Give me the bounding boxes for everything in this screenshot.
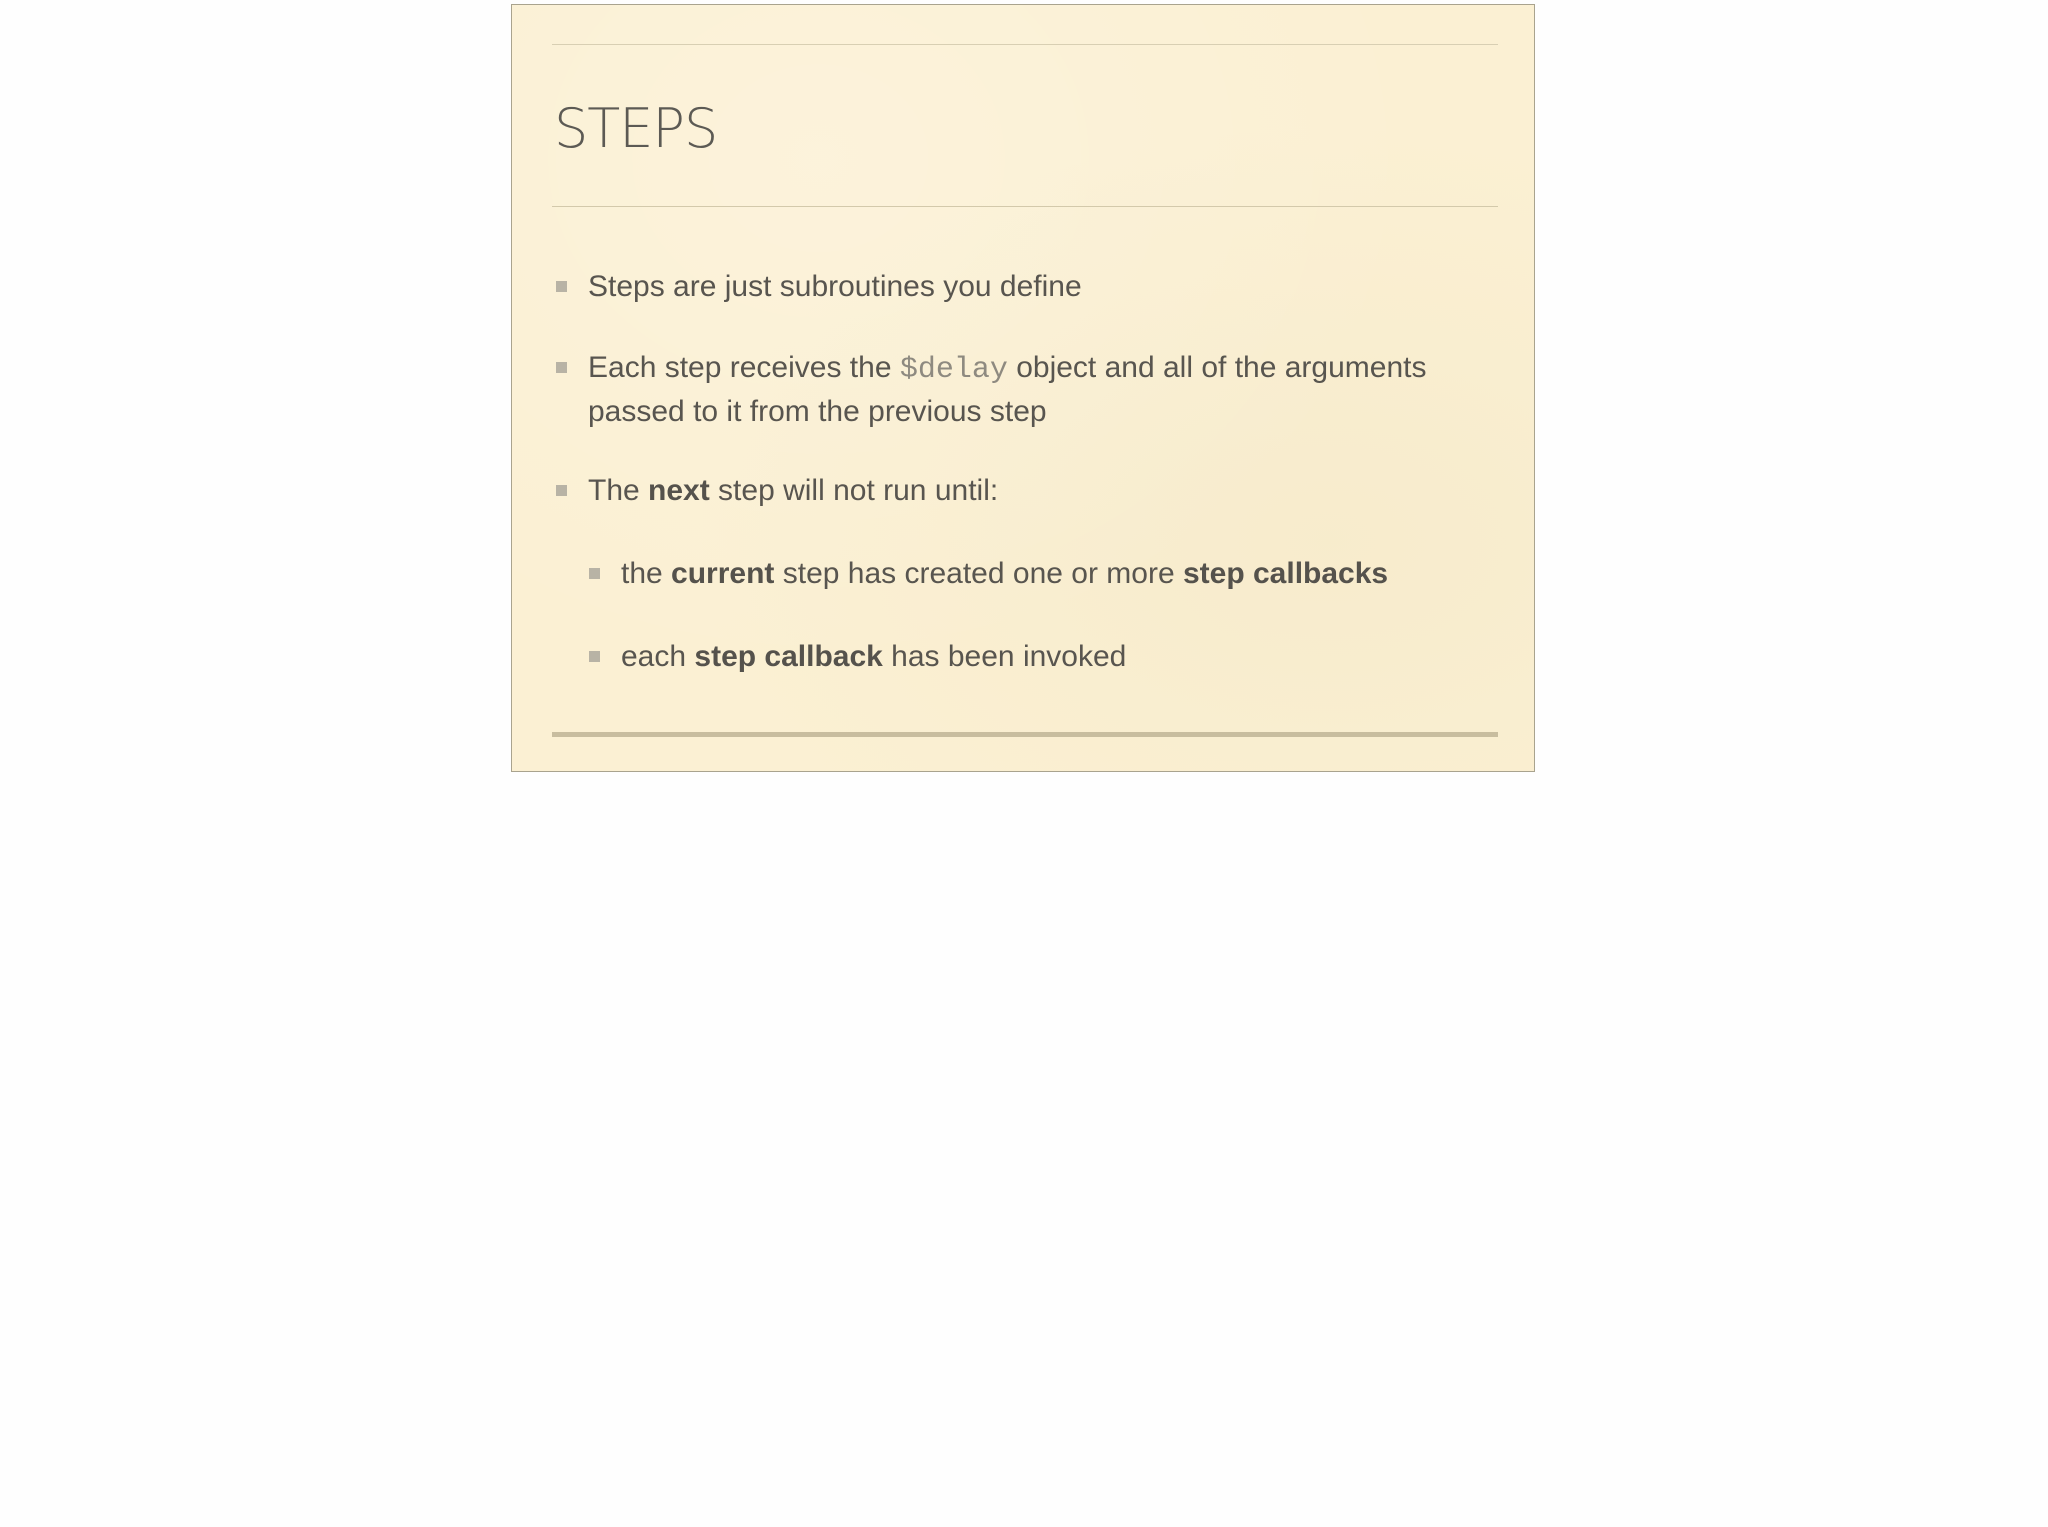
bullet-text: The: [588, 474, 649, 507]
bullet-text: each: [621, 640, 695, 673]
bold-term: step callback: [694, 640, 883, 673]
square-bullet-icon: [556, 281, 567, 292]
bullet-text: Steps are just subroutines you define: [588, 270, 1082, 303]
square-bullet-icon: [556, 362, 567, 373]
bullet-item: [588, 347, 1488, 432]
bullet-text: has been invoked: [882, 640, 1127, 673]
bullet-text: step will not run until:: [709, 474, 999, 507]
bullet-item: [588, 266, 1488, 307]
square-bullet-icon: [589, 568, 600, 579]
bullet-list: [512, 5, 1534, 771]
bullet-text: object and all of the arguments passed to it from the previous step: [588, 351, 1427, 428]
code-token: $delay: [899, 353, 1008, 387]
bottom-rule: [552, 732, 1498, 737]
bullet-item: [588, 470, 1488, 511]
sub-bullet-item: [621, 636, 1501, 677]
square-bullet-icon: [589, 651, 600, 662]
bold-term: current: [671, 557, 775, 590]
bold-term: next: [648, 474, 710, 507]
slide: [511, 4, 1535, 772]
bullet-text: the: [621, 557, 672, 590]
sub-bullet-item: [621, 553, 1501, 594]
square-bullet-icon: [556, 485, 567, 496]
bullet-text: step has created one or more: [774, 557, 1183, 590]
slide-title: STEPS: [554, 97, 718, 160]
bullet-text: Each step receives the: [588, 351, 900, 384]
bold-term: step callbacks: [1182, 557, 1389, 590]
